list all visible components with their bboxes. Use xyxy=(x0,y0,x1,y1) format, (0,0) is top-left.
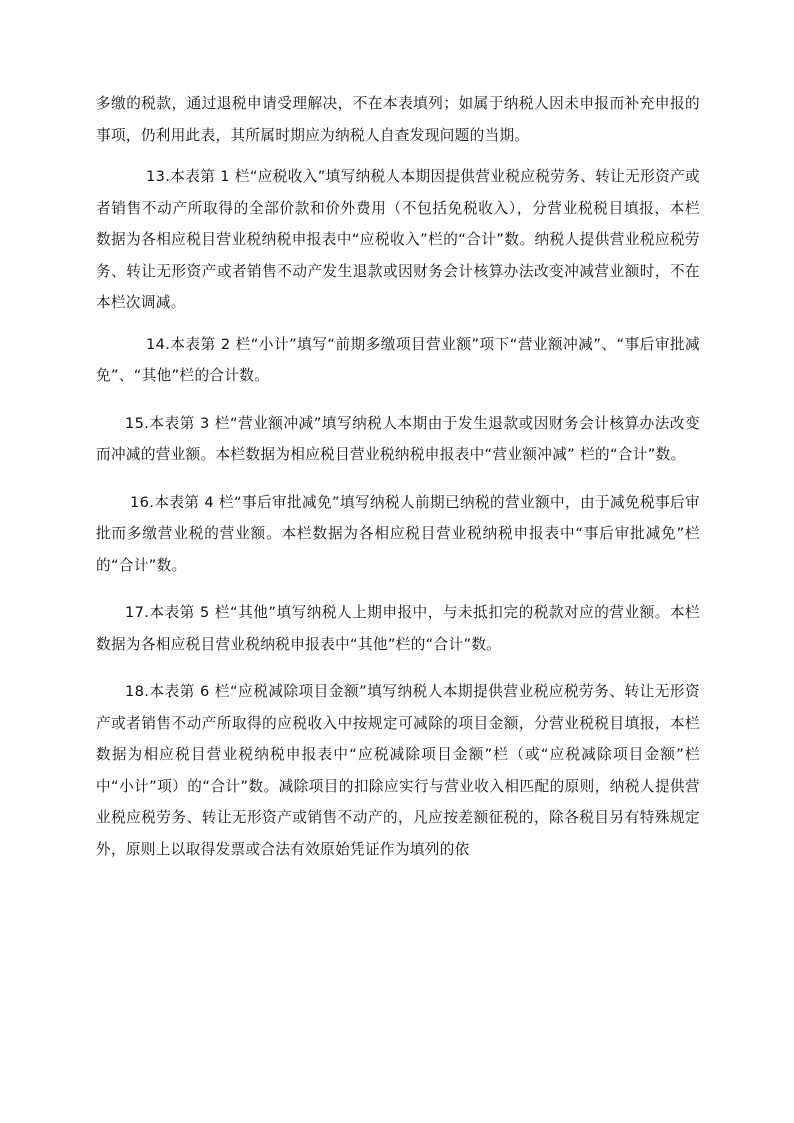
paragraph-item-14: 14.本表第 2 栏“小计”填写“前期多缴项目营业额”项下“营业额冲减”、“事后审批减免”、“其他”栏的合计数。 xyxy=(96,335,700,384)
document-body xyxy=(96,88,700,865)
paragraph-item-18: 18.本表第 6 栏“应税减除项目金额”填写纳税人本期提供营业税应税劳务、转让无形资产或者销售不动产所取得的应税收入中按规定可减除的项目金额，分营业税税目填报，本栏数据为相应税目营业税纳税申报表中“应税减除项目金额”栏（或“应税减除项目金额”栏中“小计”项）的“合计”数。减除项目的扣除应实行与营业收入相匹配的原则，纳税人提供营业税应税劳务、转让无形资产或销售不动产的，凡应按差额征税的，除各税目另有特殊规定外，原则上以取得发票或合法有效原始凭证作为填列的依 xyxy=(96,683,700,858)
paragraph-item-17: 17.本表第 5 栏“其他”填写纳税人上期申报中，与未抵扣完的税款对应的营业额。本栏数据为各相应税目营业税纳税申报表中“其他”栏的“合计”数。 xyxy=(96,604,700,653)
paragraph-item-16: 16.本表第 4 栏“事后审批减免”填写纳税人前期已纳税的营业额中，由于减免税事后审批而多缴营业税的营业额。本栏数据为各相应税目营业税纳税申报表中“事后审批减免”栏的“合计”数。 xyxy=(96,493,700,574)
paragraph-item-13: 13.本表第 1 栏“应税收入”填写纳税人本期因提供营业税应税劳务、转让无形资产或者销售不动产所取得的全部价款和价外费用（不包括免税收入），分营业税税目填报，本栏数据为各相应税目营业税纳税申报表中“应税收入”栏的“合计”数。纳税人提供营业税应税劳务、转让无形资产或者销售不动产发生退款或因财务会计核算办法改变冲减营业额时，不在本栏次调减。 xyxy=(96,168,700,311)
paragraph-continuation: 多缴的税款，通过退税申请受理解决，不在本表填列；如属于纳税人因未申报而补充申报的事项，仍利用此表，其所属时期应为纳税人自查发现问题的当期。 xyxy=(96,95,700,144)
paragraph-item-15: 15.本表第 3 栏“营业额冲减”填写纳税人本期由于发生退款或因财务会计核算办法改变而冲减的营业额。本栏数据为相应税目营业税纳税申报表中“营业额冲减” 栏的“合计”数。 xyxy=(96,414,700,463)
